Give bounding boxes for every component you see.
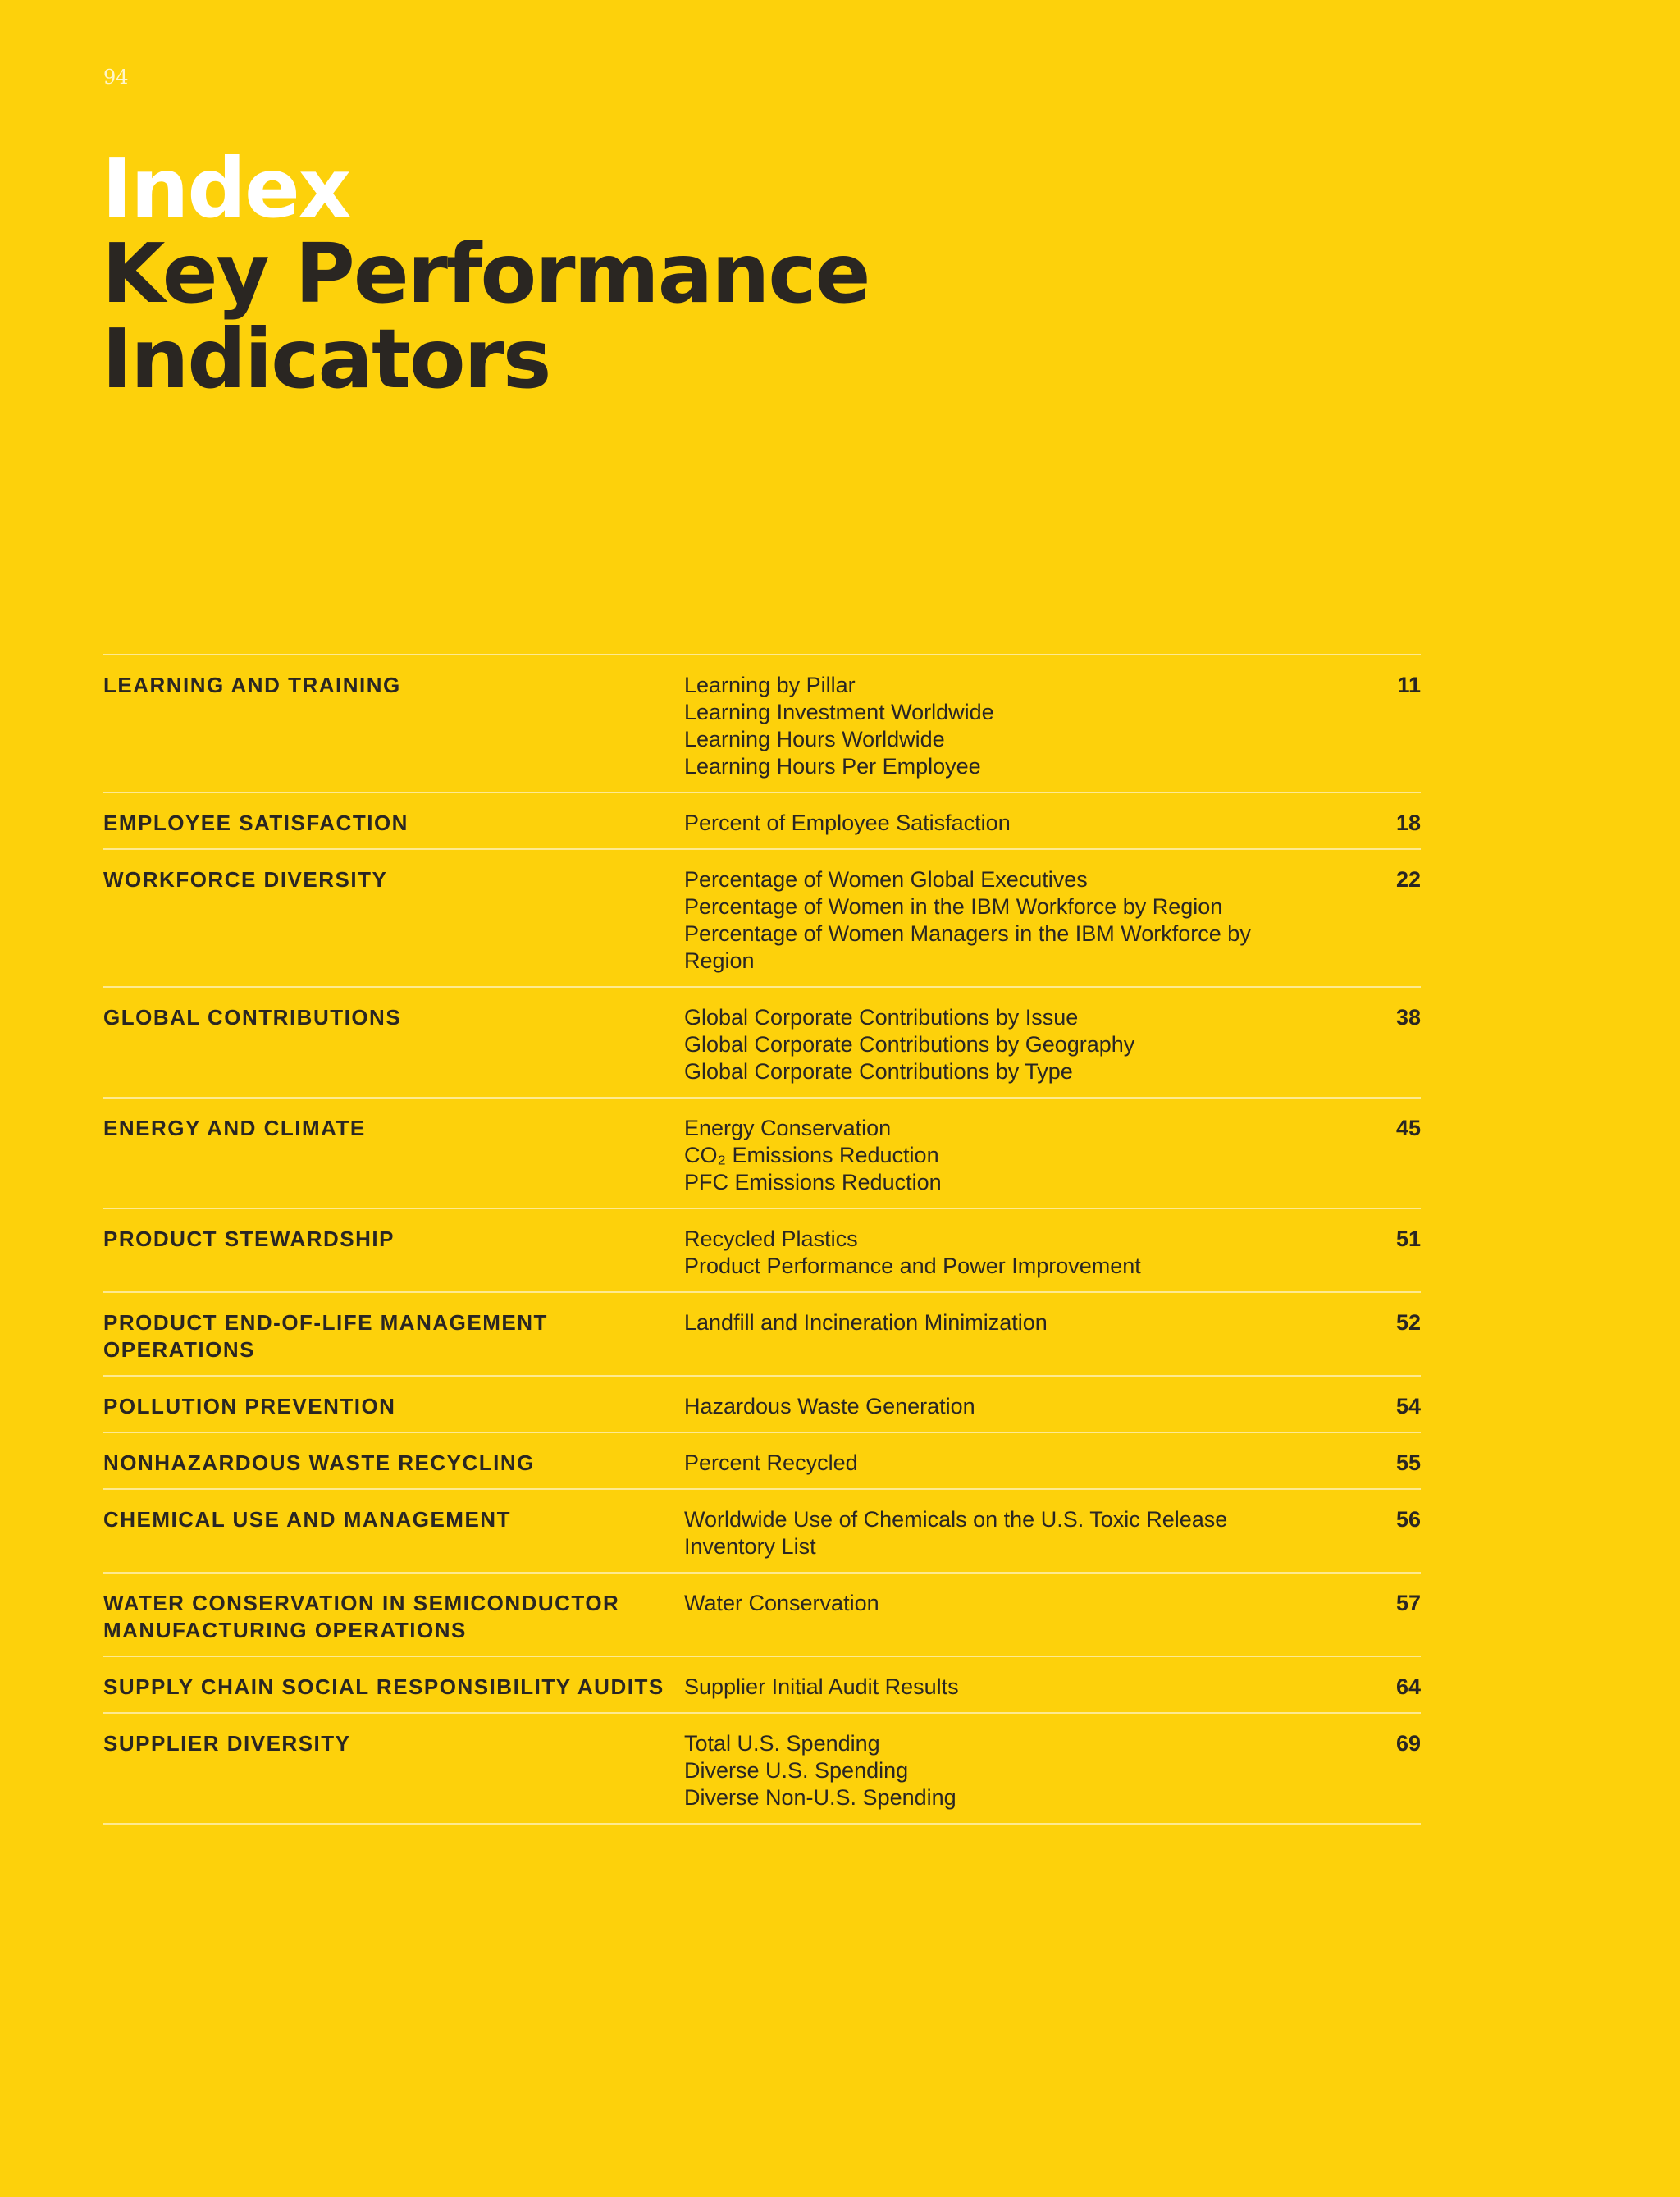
table-row — [103, 1209, 1421, 1293]
row-category: PRODUCT STEWARDSHIP — [103, 1226, 395, 1251]
row-indicators — [684, 1674, 1322, 1701]
indicator-item: Diverse Non-U.S. Spending — [684, 1785, 956, 1810]
indicator-item: Supplier Initial Audit Results — [684, 1674, 959, 1699]
indicator-item: Recycled Plastics — [684, 1226, 858, 1251]
row-indicators — [684, 1004, 1322, 1085]
table-row — [103, 1574, 1421, 1657]
indicator-item: Percentage of Women Global Executives — [684, 867, 1088, 892]
row-page-number: 22 — [1395, 867, 1421, 892]
table-row — [103, 1714, 1421, 1825]
row-page-number: 64 — [1395, 1674, 1421, 1699]
table-row — [103, 655, 1421, 793]
indicator-item: Percent of Employee Satisfaction — [684, 811, 1011, 835]
row-category: POLLUTION PREVENTION — [103, 1394, 396, 1418]
indicator-item: Total U.S. Spending — [684, 1731, 880, 1756]
row-category: CHEMICAL USE AND MANAGEMENT — [103, 1507, 511, 1532]
table-row — [103, 1293, 1421, 1377]
indicator-item: Learning by Pillar — [684, 673, 856, 697]
row-category: GLOBAL CONTRIBUTIONS — [103, 1005, 402, 1030]
title-line-key-performance: Key Performance — [102, 226, 870, 322]
indicator-item: Hazardous Waste Generation — [684, 1394, 975, 1418]
table-row — [103, 850, 1421, 988]
row-category: NONHAZARDOUS WASTE RECYCLING — [103, 1450, 535, 1475]
row-page-number: 57 — [1395, 1591, 1421, 1615]
row-page-number: 38 — [1395, 1005, 1421, 1030]
row-page-number: 55 — [1395, 1450, 1421, 1475]
row-category: SUPPLY CHAIN SOCIAL RESPONSIBILITY AUDITS — [103, 1674, 664, 1699]
row-page-number: 52 — [1395, 1310, 1421, 1335]
row-indicators — [684, 1450, 1322, 1477]
table-row — [103, 793, 1421, 850]
row-indicators — [684, 1309, 1322, 1363]
indicator-item: Landfill and Incineration Minimization — [684, 1310, 1048, 1335]
indicator-item: Percentage of Women Managers in the IBM Workforce by Region — [684, 921, 1251, 973]
title-line-index: Index — [102, 140, 350, 236]
row-indicators — [684, 1115, 1322, 1196]
row-category: SUPPLIER DIVERSITY — [103, 1731, 351, 1756]
table-row — [103, 1433, 1421, 1490]
indicator-item: Percentage of Women in the IBM Workforce by Region — [684, 894, 1223, 919]
row-indicators — [684, 1393, 1322, 1420]
row-indicators — [684, 866, 1322, 975]
row-page-number: 45 — [1395, 1116, 1421, 1140]
row-page-number: 18 — [1395, 811, 1421, 835]
row-category: LEARNING AND TRAINING — [103, 673, 401, 697]
indicator-item: PFC Emissions Reduction — [684, 1170, 942, 1194]
row-page-number: 56 — [1395, 1507, 1421, 1532]
row-page-number: 54 — [1395, 1394, 1421, 1418]
indicator-item: Global Corporate Contributions by Type — [684, 1059, 1073, 1084]
indicator-item: Learning Hours Per Employee — [684, 754, 981, 779]
indicator-item: Learning Investment Worldwide — [684, 700, 994, 724]
kpi-index-table — [103, 654, 1421, 1825]
row-page-number: 69 — [1395, 1731, 1421, 1756]
row-category: ENERGY AND CLIMATE — [103, 1116, 366, 1140]
indicator-item: Diverse U.S. Spending — [684, 1758, 909, 1783]
table-row — [103, 1377, 1421, 1433]
row-page-number: 51 — [1395, 1226, 1421, 1251]
row-indicators — [684, 1590, 1322, 1644]
indicator-item: Global Corporate Contributions by Geography — [684, 1032, 1135, 1057]
row-page-number: 11 — [1397, 673, 1421, 697]
table-row — [103, 988, 1421, 1098]
indicator-item: Learning Hours Worldwide — [684, 727, 945, 751]
row-indicators — [684, 1506, 1322, 1560]
indicator-item: Water Conservation — [684, 1591, 879, 1615]
indicator-item: CO₂ Emissions Reduction — [684, 1143, 939, 1167]
table-row — [103, 1657, 1421, 1714]
row-category: PRODUCT END-OF-LIFE MANAGEMENT OPERATIONS — [103, 1310, 548, 1362]
indicator-item: Global Corporate Contributions by Issue — [684, 1005, 1079, 1030]
row-category: WORKFORCE DIVERSITY — [103, 867, 388, 892]
row-indicators — [684, 1226, 1322, 1280]
row-indicators — [684, 672, 1322, 780]
row-indicators — [684, 810, 1322, 837]
table-row — [103, 1098, 1421, 1209]
row-category: EMPLOYEE SATISFACTION — [103, 811, 409, 835]
table-row — [103, 1490, 1421, 1574]
title-line-indicators: Indicators — [102, 311, 550, 407]
page-number: 94 — [103, 66, 129, 89]
page-title — [102, 140, 870, 407]
row-category: WATER CONSERVATION IN SEMICONDUCTOR MANUFACTURING OPERATIONS — [103, 1591, 620, 1642]
indicator-item: Worldwide Use of Chemicals on the U.S. Toxic Release Inventory List — [684, 1507, 1228, 1559]
indicator-item: Product Performance and Power Improvement — [684, 1254, 1141, 1278]
row-indicators — [684, 1730, 1322, 1811]
indicator-item: Energy Conservation — [684, 1116, 892, 1140]
indicator-item: Percent Recycled — [684, 1450, 858, 1475]
